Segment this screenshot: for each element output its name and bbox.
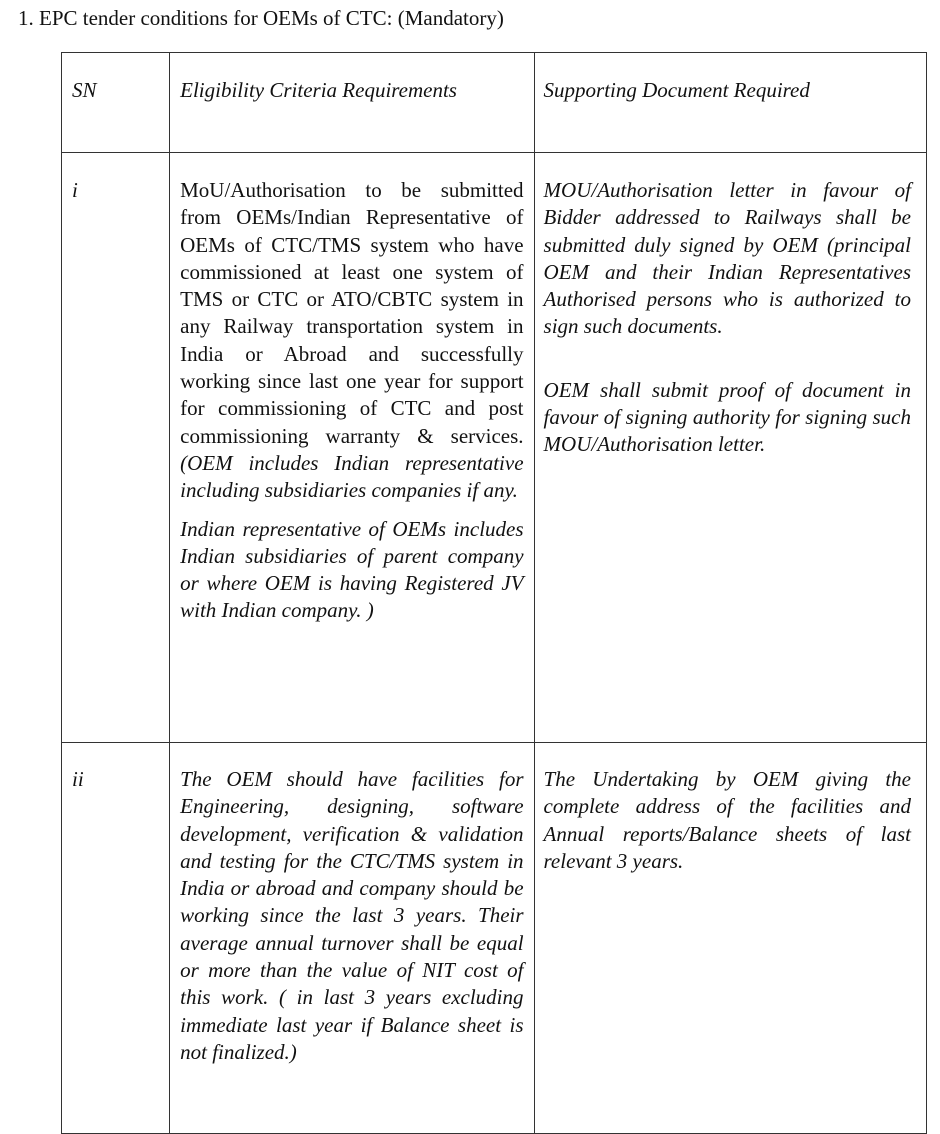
table-row — [62, 743, 927, 1134]
document-cell — [534, 743, 926, 1134]
sn-cell — [62, 153, 170, 743]
header-cell-requirements — [170, 53, 534, 153]
header-cell-sn — [62, 53, 170, 153]
row-serial-number: i — [72, 178, 78, 202]
requirement-cell — [170, 153, 534, 743]
requirement-paragraph — [180, 177, 523, 505]
requirement-text: The OEM should have facilities for Engineering, designing, software development, verification & validation and testing for the CTC/TMS system in India or abroad and company should be working since the last 3 years. Their average annual turnover shall be equal or more than the value of NIT cost of this work. ( in last 3 years excluding immediate last year if Balance sheet is not finalized.) — [180, 767, 524, 1064]
section-heading: 1. EPC tender conditions for OEMs of CTC: (Mandatory) — [18, 6, 504, 30]
header-requirements-label: Eligibility Criteria Requirements — [180, 78, 457, 102]
requirement-note: Indian representative of OEMs includes Indian subsidiaries of parent company or where OEM is having Registered JV with Indian company. ) — [180, 516, 524, 623]
document-paragraph-2: OEM shall submit proof of document in favour of signing authority for signing such MOU/Authorisation letter. — [543, 377, 911, 457]
requirement-italic-text: (OEM includes Indian representative including subsidiaries companies if any. — [180, 450, 524, 503]
table-row — [62, 153, 927, 743]
eligibility-table — [61, 52, 927, 1134]
row-serial-number: ii — [72, 767, 84, 791]
requirement-text: MoU/Authorisation to be submitted from OEMs/Indian Representative of OEMs of CTC/TMS system who have commissioned at least one system of TMS or CTC or ATO/CBTC system in any Railway transportation system in India or Abroad and successfully working since last one year for support for commissioning of CTC and post commissioning warranty & services. — [180, 178, 524, 448]
header-cell-documents — [534, 53, 926, 153]
requirement-cell — [170, 743, 534, 1134]
document-paragraph-1: The Undertaking by OEM giving the complete address of the facilities and Annual reports/Balance sheets of last relevant 3 years. — [543, 767, 911, 873]
document-cell — [534, 153, 926, 743]
sn-cell — [62, 743, 170, 1134]
table-header-row — [62, 53, 927, 153]
header-sn-label: SN — [72, 78, 97, 102]
header-documents-label: Supporting Document Required — [543, 78, 810, 102]
document-paragraph-1: MOU/Authorisation letter in favour of Bidder addressed to Railways shall be submitted duly signed by OEM (principal OEM and their Indian Representatives Authorised persons who is authorized to sign such documents. — [543, 178, 911, 339]
